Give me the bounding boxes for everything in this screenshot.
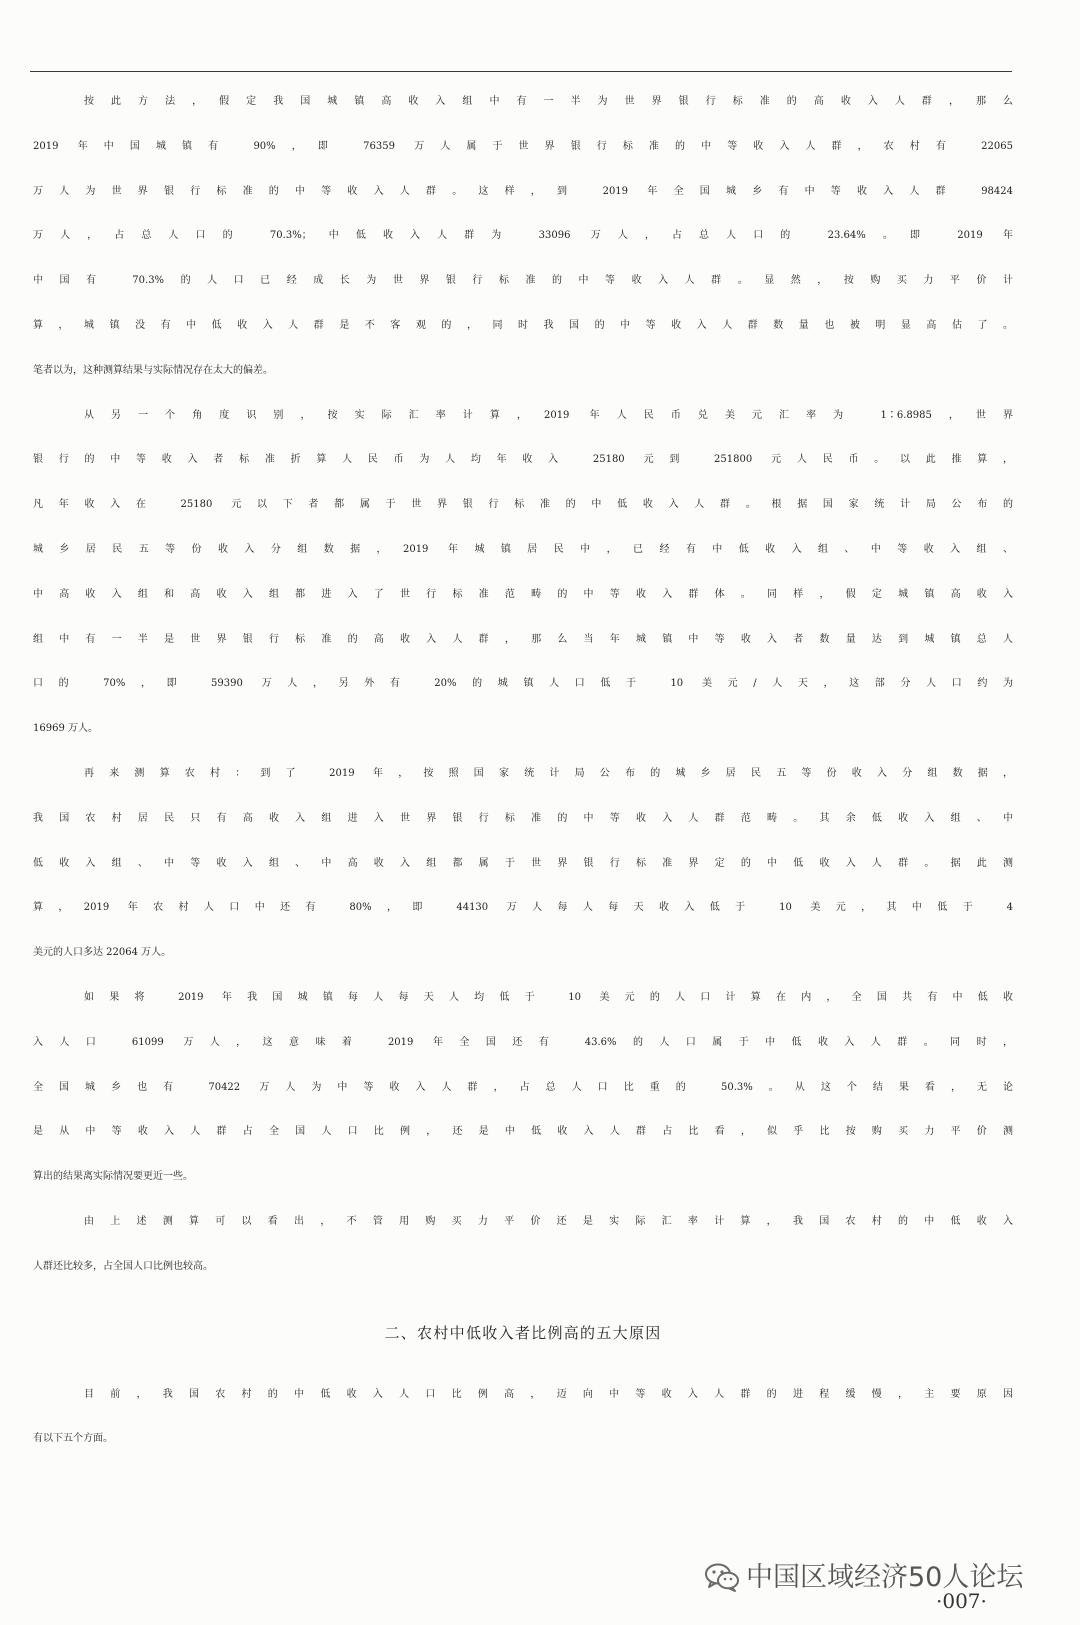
section-heading: 二、农村中低收入者比例高的五大原因 — [384, 1324, 662, 1342]
text-line: 口的 70%，即 59390 万人，另外有 20%的城镇人口低于 10 美元/人天，这部分人口约为 — [33, 678, 1013, 690]
body-text — [33, 80, 1013, 1290]
text-line: 目前，我国农村的中低收入人口比例高，迈向中等收入人群的进程缓慢，主要原因 — [84, 1388, 1013, 1400]
text-line: 如果将 2019 年我国城镇每人每天人均低于 10 美元的人口计算在内，全国共有中低收 — [84, 991, 1013, 1003]
paragraph — [33, 752, 1013, 976]
paragraph — [33, 394, 1013, 752]
text-line: 从另一个角度识别，按实际汇率计算，2019 年人民币兑美元汇率为 1∶6.8985，世界 — [84, 409, 1013, 421]
text-line: 算，2019 年农村人口中还有 80%，即 44130 万人每人每天收入低于 10 美元，其中低于 4 — [33, 902, 1013, 914]
text-line: 算出的结果离实际情况要更近一些。 — [33, 1171, 193, 1183]
text-line: 入人口 61099 万人，这意味着 2019 年全国还有 43.6%的人口属于中低收入人群。同时， — [33, 1036, 1013, 1048]
text-line: 中国有 70.3%的人口已经成长为世界银行标准的中等收入人群。显然，按购买力平价计 — [33, 275, 1013, 287]
text-line: 万人，占总人口的 70.3%；中低收入人群为 33096 万人，占总人口的 23.64%。即 2019 年 — [33, 230, 1013, 242]
top-rule — [30, 71, 1012, 72]
text-line: 组中有一半是世界银行标准的高收入人群，那么当年城镇中等收入者数量达到城镇总人 — [33, 633, 1013, 645]
text-line: 人群还比较多，占全国人口比例也较高。 — [33, 1260, 213, 1272]
text-line: 城乡居民五等份收入分组数据，2019 年城镇居民中，已经有中低收入组、中等收入组、 — [33, 543, 1013, 555]
text-line: 有以下五个方面。 — [33, 1433, 113, 1445]
paragraph — [33, 1373, 1013, 1463]
page-number: ·007· — [936, 1589, 987, 1613]
text-line: 万人为世界银行标准的中等收入人群。这样，到 2019 年全国城乡有中等收入人群 98424 — [33, 185, 1013, 197]
text-line: 按此方法，假定我国城镇高收入组中有一半为世界银行标准的高收入人群，那么 — [84, 96, 1013, 107]
text-line: 低收入组、中等收入组、中高收入组都属于世界银行标准界定的中低收入人群。据此测 — [33, 857, 1013, 869]
text-line: 16969 万人。 — [33, 723, 98, 735]
paragraph — [33, 976, 1013, 1200]
text-line: 中高收入组和高收入组都进入了世行标准范畴的中等收入群体。同样，假定城镇高收入 — [33, 588, 1013, 600]
text-line: 由上述测算可以看出，不管用购买力平价还是实际汇率计算，我国农村的中低收入 — [84, 1215, 1013, 1227]
watermark-text: 中国区域经济50人论坛 — [746, 1562, 1024, 1593]
text-line: 全国城乡也有 70422 万人为中等收入人群，占总人口比重的 50.3%。从这个结果看，无论 — [33, 1081, 1013, 1093]
text-line: 美元的人口多达 22064 万人。 — [33, 947, 172, 959]
text-line: 银行的中等收入者标准折算人民币为人均年收入 25180 元到 251800 元人民币。以此推算， — [33, 454, 1013, 466]
watermark — [702, 1558, 1042, 1598]
text-line: 是从中等收入人群占全国人口比例，还是中低收入人群占比看，似乎比按购买力平价测 — [33, 1126, 1013, 1138]
wechat-icon — [704, 1562, 740, 1592]
text-line: 2019 年中国城镇有 90%，即 76359 万人属于世界银行标准的中等收入人群，农村有 22065 — [33, 140, 1013, 152]
text-line: 笔者以为，这种测算结果与实际情况存在太大的偏差。 — [33, 364, 273, 376]
text-line: 我国农村居民只有高收入组进入世界银行标准的中等收入人群范畴。其余低收入组、中 — [33, 812, 1013, 824]
text-line: 算，城镇没有中低收入人群是不客观的，同时我国的中等收入人群数量也被明显高估了。 — [33, 319, 1013, 331]
text-line: 再来测算农村：到了 2019 年，按照国家统计局公布的城乡居民五等份收入分组数据， — [84, 767, 1013, 779]
paragraph — [33, 1200, 1013, 1290]
text-line: 凡年收入在 25180 元以下者都属于世界银行标准的中低收入人群。根据国家统计局公布的 — [33, 499, 1013, 511]
paragraph — [33, 80, 1013, 394]
